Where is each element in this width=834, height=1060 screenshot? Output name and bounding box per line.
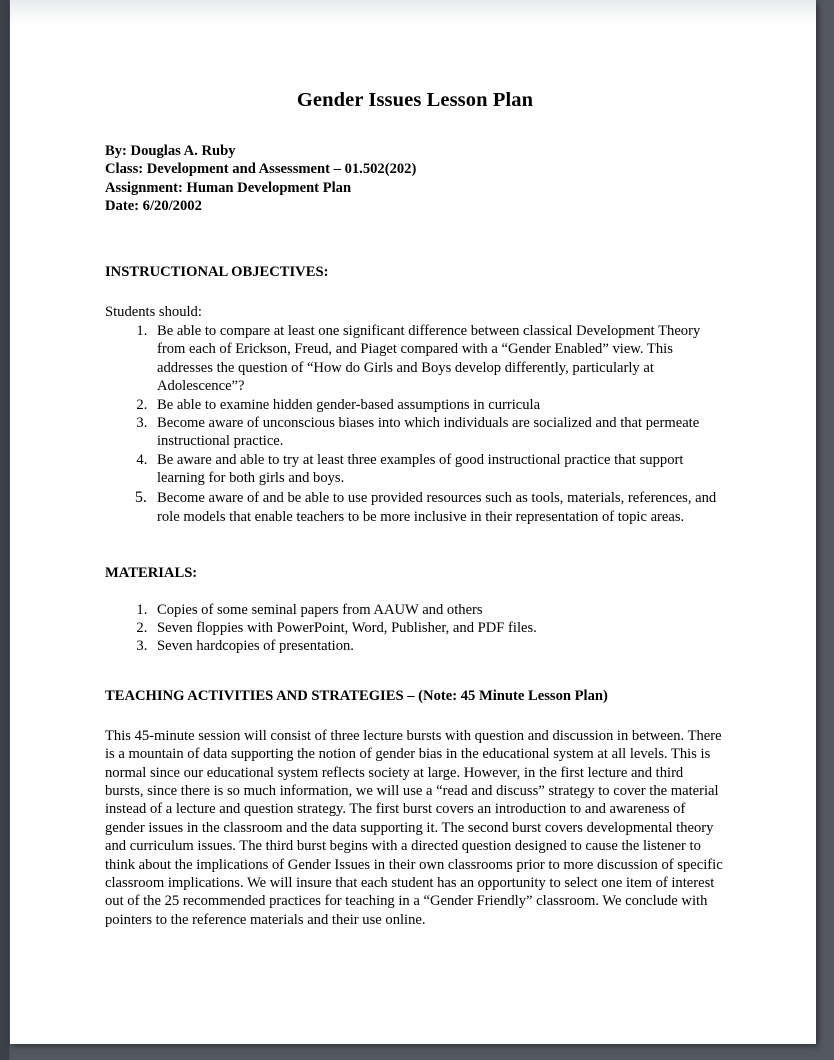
list-item-text: Seven hardcopies of presentation. bbox=[157, 638, 354, 655]
list-item-text: Copies of some seminal papers from AAUW and others bbox=[157, 601, 483, 618]
document-metadata bbox=[105, 142, 725, 216]
list-item bbox=[151, 601, 725, 619]
teaching-activities-paragraph: This 45-minute session will consist of three lecture bursts with question and discussion in between. There is a mountain of data supporting the notion of gender bias in the educational system at all levels. This is normal since our educational system reflects society at large. However, in the first lecture and third bursts, since there is so much information, we will use a “read and discuss” strategy to cover the material instead of a lecture and question strategy. The first burst covers an introduction to and awareness of gender issues in the classroom and the data supporting it. The second burst covers developmental theory and curriculum issues. The third burst begins with a directed question designed to cause the listener to think about the implications of Gender Issues in their own classrooms prior to more discussion of specific classroom implications. We will insure that each student has an opportunity to select one item of interest out of the 25 recommended practices for teaching in a “Gender Friendly” classroom. We conclude with pointers to the reference materials and their use online. bbox=[105, 727, 723, 928]
list-item-text: Become aware of unconscious biases into which individuals are socialized and that permeate instructional practice. bbox=[157, 415, 700, 450]
list-item bbox=[151, 488, 725, 527]
metadata-assignment: Assignment: Human Development Plan bbox=[105, 179, 352, 196]
list-item-text: Be able to examine hidden gender-based assumptions in curricula bbox=[157, 396, 541, 413]
document-page bbox=[10, 0, 816, 1044]
list-item-text: Seven floppies with PowerPoint, Word, Publisher, and PDF files. bbox=[157, 619, 537, 636]
objectives-lead-in: Students should: bbox=[105, 303, 202, 320]
list-item bbox=[151, 619, 725, 637]
list-item-text: Become aware of and be able to use provided resources such as tools, materials, references, and role models that enable teachers to be more inclusive in their representation of topic areas. bbox=[157, 489, 717, 526]
list-item bbox=[151, 637, 725, 655]
list-item bbox=[151, 451, 725, 488]
instructional-objectives-list bbox=[105, 322, 725, 526]
list-item-text: Be able to compare at least one significant difference between classical Development Theory from each of Erickson, Freud, and Piaget compared with a “Gender Enabled” view. This addresses the question of “How do Girls and Boys develop differently, particularly at Adolescence”? bbox=[157, 323, 701, 395]
list-item bbox=[151, 322, 725, 396]
metadata-author: By: Douglas A. Ruby bbox=[105, 143, 236, 159]
metadata-class: Class: Development and Assessment – 01.502(202) bbox=[105, 161, 417, 178]
teaching-activities-heading: TEACHING ACTIVITIES AND STRATEGIES – (Note: 45 Minute Lesson Plan) bbox=[105, 687, 608, 704]
materials-list bbox=[105, 601, 725, 656]
document-body bbox=[105, 0, 725, 944]
list-item bbox=[151, 414, 725, 451]
list-item-text: Be aware and able to try at least three examples of good instructional practice that support learning for both girls and boys. bbox=[157, 451, 684, 487]
list-item bbox=[151, 396, 725, 414]
instructional-objectives-heading: INSTRUCTIONAL OBJECTIVES: bbox=[105, 263, 329, 280]
metadata-date: Date: 6/20/2002 bbox=[105, 198, 202, 215]
materials-heading: MATERIALS: bbox=[105, 564, 198, 581]
document-title: Gender Issues Lesson Plan bbox=[296, 89, 534, 111]
